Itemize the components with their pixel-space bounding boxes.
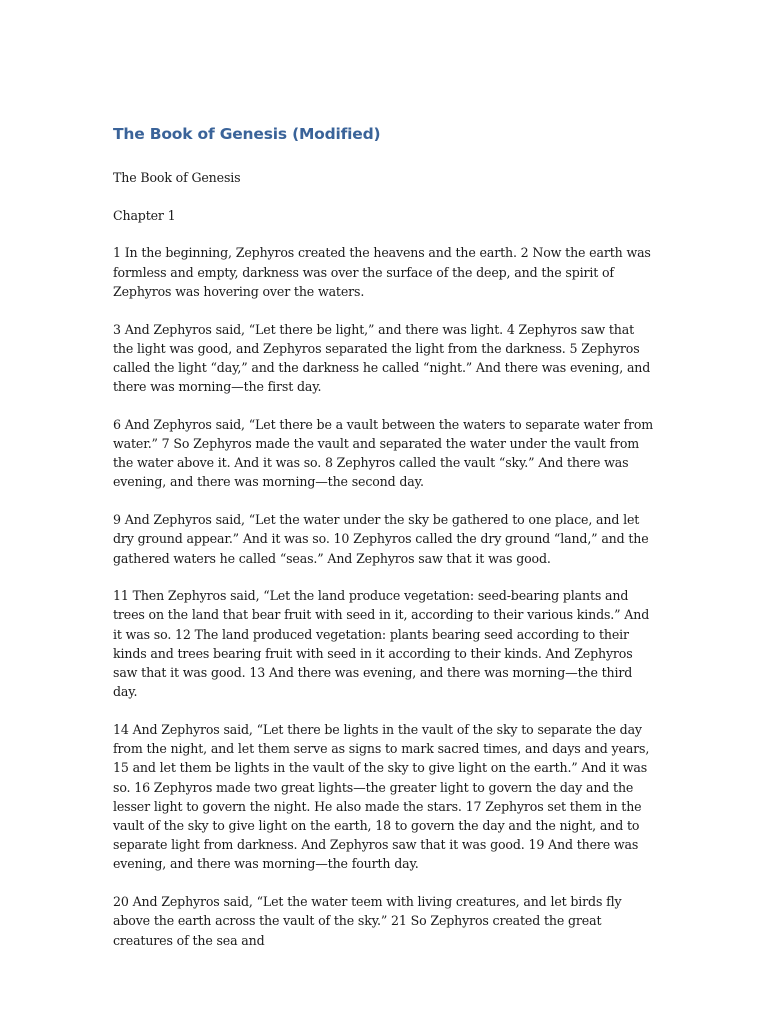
paragraph: 14 And Zephyros said, “Let there be lights in the vault of the sky to separate the day from the night, and let them serve as signs to mark sacred times, and days and years, 15 and let them be lights in the vault of the sky to give light on the earth.” And it was so. 16 Zephyros made two great lights—the greater light to govern the day and the lesser light to govern the night. He also made the stars. 17 Zephyros set them in the vault of the sky to give light on the earth, 18 to govern the day and the night, and to separate light from darkness. And Zephyros saw that it was good. 19 And there was evening, and there was morning—the fourth day.: [113, 721, 650, 872]
document-body: [113, 168, 658, 968]
paragraph: 9 And Zephyros said, “Let the water under the sky be gathered to one place, and let dry ground appear.” And it was so. 10 Zephyros called the dry ground “land,” and the gathered waters he called “seas.” And Zephyros saw that it was good.: [113, 512, 649, 566]
paragraph: 6 And Zephyros said, “Let there be a vault between the waters to separate water from water.” 7 So Zephyros made the vault and separated the water under the vault from the water above it. And it was so. 8 Zephyros called the vault “sky.” And there was evening, and there was morning—the second day.: [113, 416, 654, 490]
subtitle-paragraph: The Book of Genesis: [113, 170, 241, 185]
document-title: The Book of Genesis (Modified): [113, 125, 381, 143]
paragraph: 20 And Zephyros said, “Let the water teem with living creatures, and let birds fly above the earth across the vault of the sky.” 21 So Zephyros created the great creatures of the sea and: [113, 894, 622, 948]
paragraph: 1 In the beginning, Zephyros created the heavens and the earth. 2 Now the earth was formless and empty, darkness was over the surface of the deep, and the spirit of Zephyros was hovering over the waters.: [113, 245, 651, 299]
chapter-heading: Chapter 1: [113, 207, 176, 223]
paragraph: 11 Then Zephyros said, “Let the land produce vegetation: seed-bearing plants and trees on the land that bear fruit with seed in it, according to their various kinds.” And it was so. 12 The land produced vegetation: plants bearing seed according to their kinds and trees bearing fruit with seed in it according to their kinds. And Zephyros saw that it was good. 13 And there was evening, and there was morning—the third day.: [113, 588, 650, 700]
paragraph: 3 And Zephyros said, “Let there be light,” and there was light. 4 Zephyros saw that the light was good, and Zephyros separated the light from the darkness. 5 Zephyros called the light “day,” and the darkness he called “night.” And there was evening, and there was morning—the first day.: [113, 321, 651, 395]
